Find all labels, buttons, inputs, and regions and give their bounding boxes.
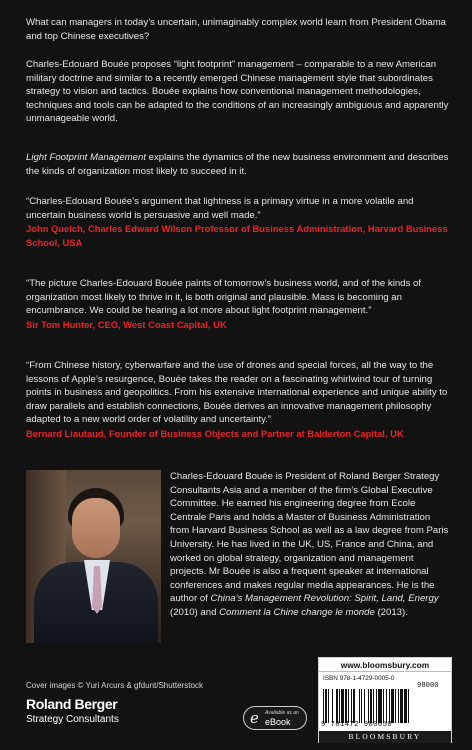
author-bio: Charles-Edouard Bouée is President of Roland Berger Strategy Consultants Asia and a member of the firm’s Global Executive Committee. He earned his engineering degree from Ecole Centrale Paris and holds a Master of Business Administration from Harvard Business School as well as a law degree from Paris University. He has lived in the UK, US, France and China, and worked on global strategy, organization and management projects. Mr Bouée is also a frequent speaker at international conferences and makes regular media appearances. He is the author of China’s Management Revolution: Spirit, Land, Energy (2010) and Comment la Chine change le monde (2013).: [170, 471, 449, 618]
barcode-number: 9 781472 900050: [321, 721, 393, 729]
roland-berger-subtitle: Strategy Consultants: [26, 714, 119, 725]
bio-book-2: Comment la Chine change le monde: [219, 606, 375, 618]
intro-book-description: [26, 151, 450, 178]
intro-question: What can managers in today’s uncertain, unimaginably complex world learn from President Obama and top Chinese executives?: [26, 17, 447, 42]
bio-book-1: China’s Management Revolution: Spirit, Land, Energy: [210, 593, 439, 605]
quote-author: Bernard Liautaud, Founder of Business Objects and Partner at Balderton Capital, UK: [26, 427, 404, 439]
cover-image-credit: Cover images © Yuri Arcurs & gfdunt/Shutterstock: [26, 681, 203, 690]
roland-berger-logo: Roland Berger: [26, 696, 118, 712]
author-photo: [26, 470, 161, 643]
quote-1: [26, 195, 450, 249]
quote-3: [26, 359, 450, 440]
price-code: 98000: [417, 682, 439, 690]
quote-2: [26, 277, 450, 331]
book-description: explains the dynamics of the new business environment and describes the kinds of organization most likely to succeed in it.: [26, 152, 449, 177]
barcode-icon: [323, 689, 447, 723]
ebook-icon: e: [250, 709, 259, 727]
quote-text: “Charles-Edouard Bouée’s argument that lightness is a primary virtue in a more volatile and uncertain business world is persuasive and well made.”: [26, 196, 414, 221]
book-title: Light Footprint Management: [26, 152, 146, 163]
quote-text: “From Chinese history, cyberwarfare and the use of drones and special forces, all the way to the lessons of Apple’s resurgence, Bouée takes the reader on a fascinating whirlwind tour of turning points in business and geopolitics. From his extensive international experience and unique ability to draw parallels and establish connections, Bouée derives an innovative management philosophy adapted to a new world order of volatility and uncertainty.”: [26, 360, 448, 426]
ebook-badge: [243, 706, 307, 730]
quote-author: Sir Tom Hunter, CEO, West Coast Capital, UK: [26, 318, 227, 330]
publisher-logo: BLOOMSBURY: [319, 731, 451, 743]
barcode-box: [318, 657, 452, 743]
quote-text: “The picture Charles-Edouard Bouée paints of tomorrow’s business world, and of the kinds of organization most likely to thrive in it, is both original and plausible. Mass is becoming an encumbrance. We could be hearing a lot more about light footprint management.”: [26, 278, 421, 317]
quote-author: John Quelch, Charles Edward Wilson Professor of Business Administration, Harvard Business School, USA: [26, 223, 448, 248]
isbn-text: ISBN 978-1-4729-0005-0: [323, 675, 395, 682]
ebook-label: eBook: [265, 717, 291, 727]
intro-summary: Charles-Edouard Bouée proposes “light footprint” management – comparable to a new American military doctrine and similar to a recently emerged Chinese management style that subordinates strategy to vision and tactics. Bouée explains how conventional management methodologies, techniques and tools can be adapted to the conditions of an increasingly ambiguous and apparently unmanageable world.: [26, 59, 449, 125]
ebook-available-text: Available as an: [265, 710, 299, 716]
publisher-website: www.bloomsbury.com: [319, 658, 451, 672]
